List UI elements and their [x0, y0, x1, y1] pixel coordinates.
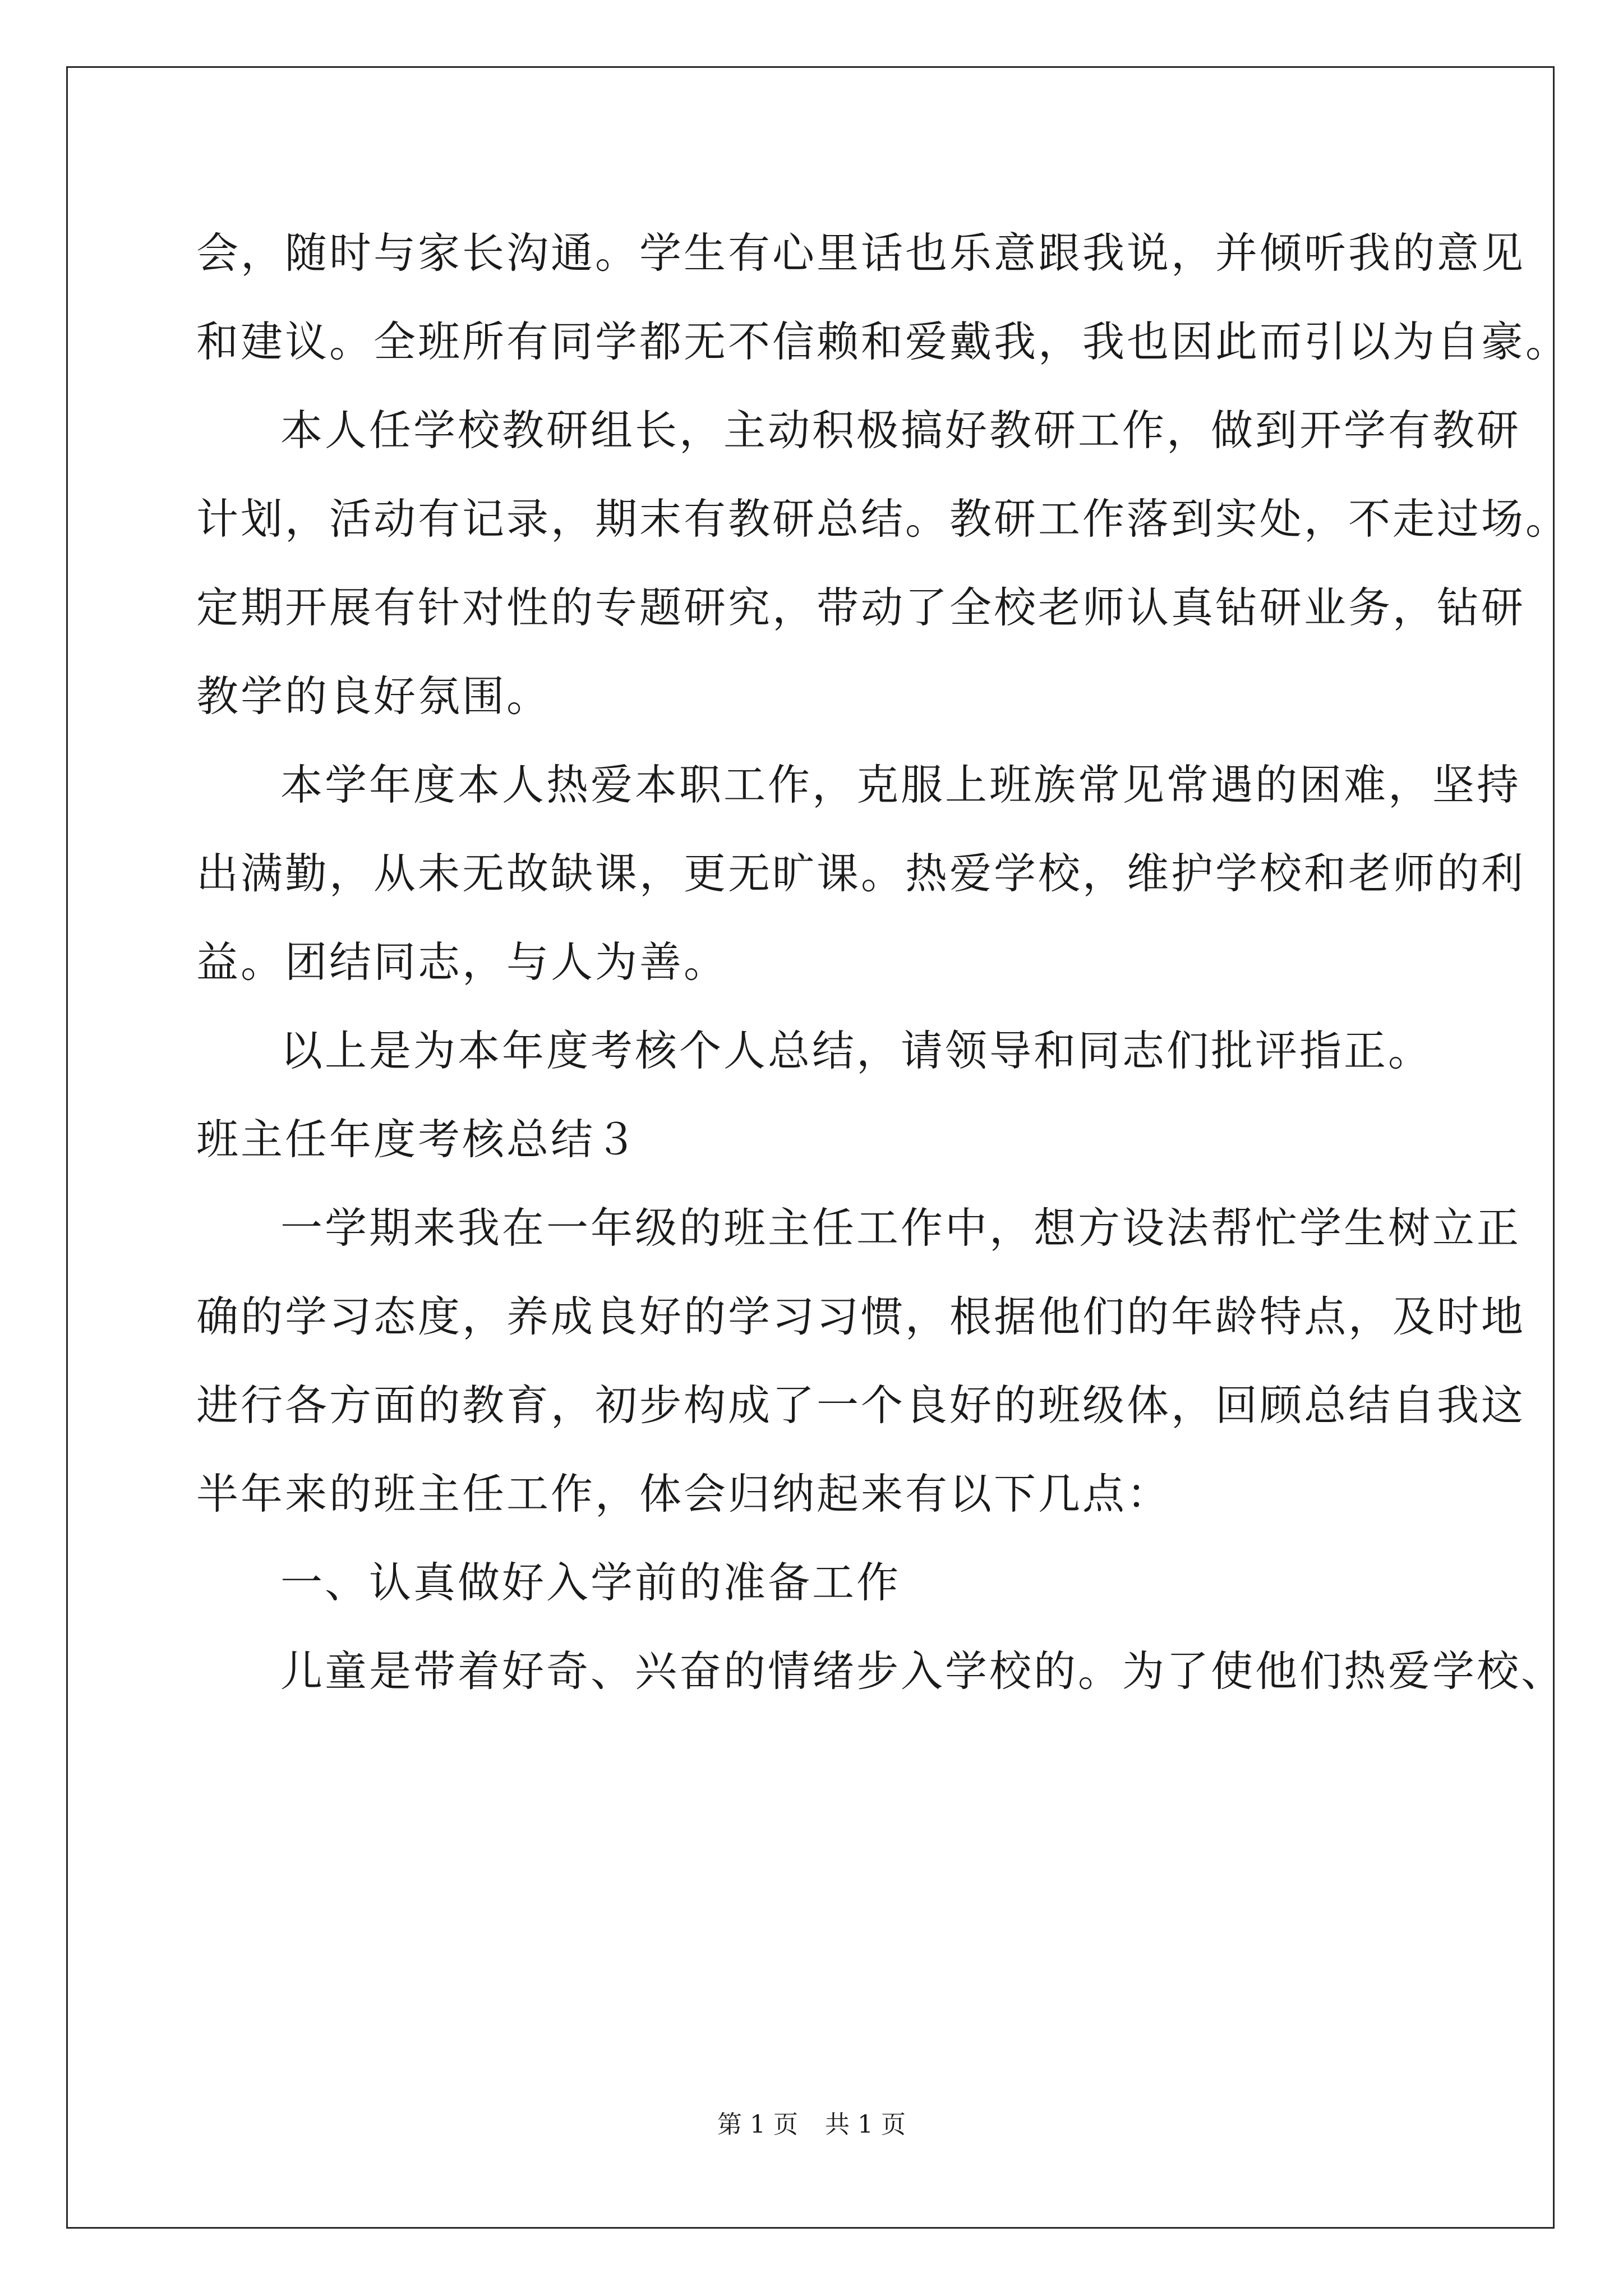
text-line-12: 一学期来我在一年级的班主任工作中，想方设法帮忙学生树立正: [280, 1203, 1521, 1253]
text-line-17: 儿童是带着好奇、兴奋的情绪步入学校的。为了使他们热爱学校、: [280, 1646, 1566, 1696]
text-line-9: 益。团结同志，与人为善。: [196, 937, 728, 987]
text-line-8: 出满勤，从未无故缺课，更无旷课。热爱学校，维护学校和老师的利: [196, 849, 1526, 898]
text-line-5: 定期开展有针对性的专题研究，带动了全校老师认真钻研业务，钻研: [196, 583, 1526, 632]
subsection-heading: 一、认真做好入学前的准备工作: [280, 1558, 901, 1607]
text-line-4: 计划，活动有记录，期末有教研总结。教研工作落到实处，不走过场。: [196, 494, 1570, 544]
text-line-15: 半年来的班主任工作，体会归纳起来有以下几点：: [196, 1469, 1172, 1519]
page-total: 共 1 页: [825, 2110, 906, 2139]
text-line-2: 和建议。全班所有同学都无不信赖和爱戴我，我也因此而引以为自豪。: [196, 317, 1570, 366]
text-line-7: 本学年度本人热爱本职工作，克服上班族常见常遇的困难，坚持: [280, 760, 1521, 809]
document-body: [196, 209, 1570, 1715]
text-line-14: 进行各方面的教育，初步构成了一个良好的班级体，回顾总结自我这: [196, 1381, 1526, 1430]
text-line-10: 以上是为本年度考核个人总结，请领导和同志们批评指正。: [280, 1026, 1433, 1075]
section-heading: 班主任年度考核总结３: [196, 1115, 640, 1164]
page-number: 第 1 页: [717, 2110, 798, 2139]
text-line-6: 教学的良好氛围。: [196, 671, 551, 721]
text-line-13: 确的学习态度，养成良好的学习习惯，根据他们的年龄特点，及时地: [196, 1292, 1526, 1341]
text-line-3: 本人任学校教研组长，主动积极搞好教研工作，做到开学有教研: [280, 406, 1521, 455]
page-footer: [0, 2108, 1623, 2142]
text-line-1: 会，随时与家长沟通。学生有心里话也乐意跟我说，并倾听我的意见: [196, 228, 1526, 278]
